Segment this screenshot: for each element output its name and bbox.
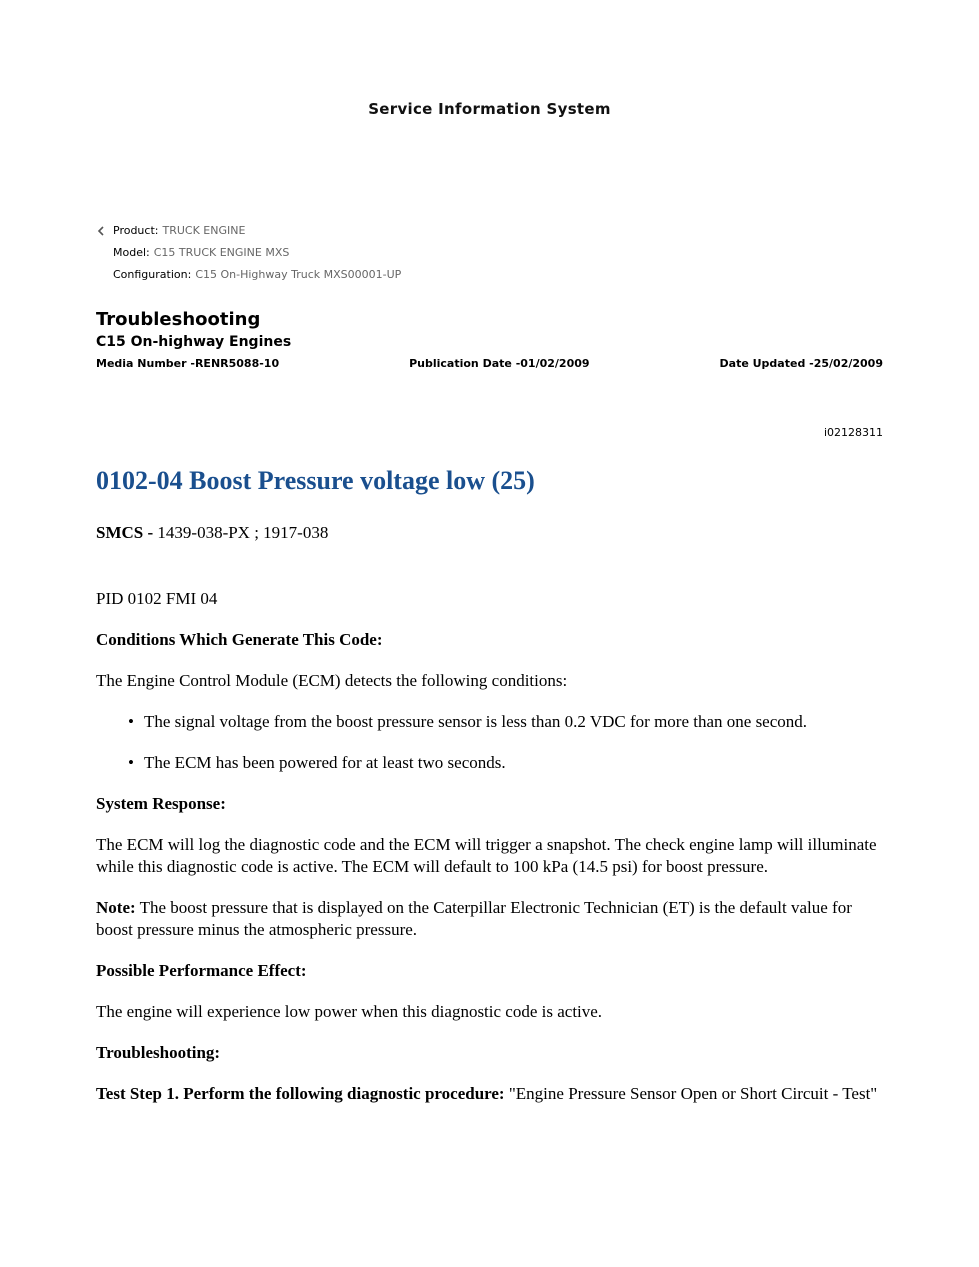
response-text: The ECM will log the diagnostic code and the ECM will trigger a snapshot. The check engine lamp will illuminate while this diagnostic code is active. The ECM will default to 100 kPa (14.5 psi) for boost pressure. (96, 835, 877, 876)
article-title: 0102-04 Boost Pressure voltage low (25) (96, 466, 535, 495)
conditions-heading: Conditions Which Generate This Code: (96, 630, 383, 649)
pid-fmi: PID 0102 FMI 04 (96, 589, 218, 608)
conditions-intro: The Engine Control Module (ECM) detects the following conditions: (96, 671, 568, 690)
configuration-value: C15 On-Highway Truck MXS00001-UP (195, 268, 402, 281)
conditions-list (96, 711, 886, 774)
document-meta (96, 357, 883, 371)
model-row (96, 246, 401, 268)
document-subtitle: C15 On-highway Engines (96, 334, 292, 350)
troubleshooting-heading: Troubleshooting: (96, 1043, 221, 1062)
note-label: Note: (96, 898, 136, 917)
note (96, 897, 886, 941)
configuration-label: Configuration: (113, 268, 192, 281)
test-step-1-link[interactable]: "Engine Pressure Sensor Open or Short Circuit - Test" (504, 1084, 878, 1103)
article-body (96, 522, 886, 1105)
model-value: C15 TRUCK ENGINE MXS (153, 246, 290, 259)
document-header (96, 309, 883, 371)
smcs-line (96, 522, 886, 544)
product-value: TRUCK ENGINE (162, 224, 246, 237)
test-step-1 (96, 1083, 886, 1105)
list-item: • The signal voltage from the boost pressure sensor is less than 0.2 VDC for more than one second. (144, 711, 886, 733)
smcs-value: 1439-038-PX ; 1917-038 (153, 523, 329, 542)
smcs-label: SMCS - (96, 523, 154, 542)
product-label: Product: (113, 224, 159, 237)
product-info (96, 224, 401, 290)
test-step-1-label: Test Step 1. Perform the following diagnostic procedure: (96, 1084, 505, 1103)
effect-heading: Possible Performance Effect: (96, 961, 307, 980)
model-label: Model: (113, 246, 150, 259)
back-arrow-icon[interactable] (96, 225, 106, 237)
response-heading: System Response: (96, 794, 226, 813)
date-updated: Date Updated -25/02/2009 (719, 357, 883, 370)
document-title: Troubleshooting (96, 309, 261, 330)
site-logo: Service Information System (368, 100, 611, 118)
publication-date: Publication Date -01/02/2009 (409, 357, 590, 370)
document-id: i02128311 (823, 426, 883, 439)
product-row (96, 224, 401, 246)
list-item: • The ECM has been powered for at least two seconds. (144, 752, 886, 774)
configuration-row (96, 268, 401, 290)
effect-text: The engine will experience low power when this diagnostic code is active. (96, 1002, 603, 1021)
note-text: The boost pressure that is displayed on the Caterpillar Electronic Technician (ET) is the default value for boost pressure minus the atmospheric pressure. (96, 898, 852, 939)
media-number: Media Number -RENR5088-10 (96, 357, 280, 370)
